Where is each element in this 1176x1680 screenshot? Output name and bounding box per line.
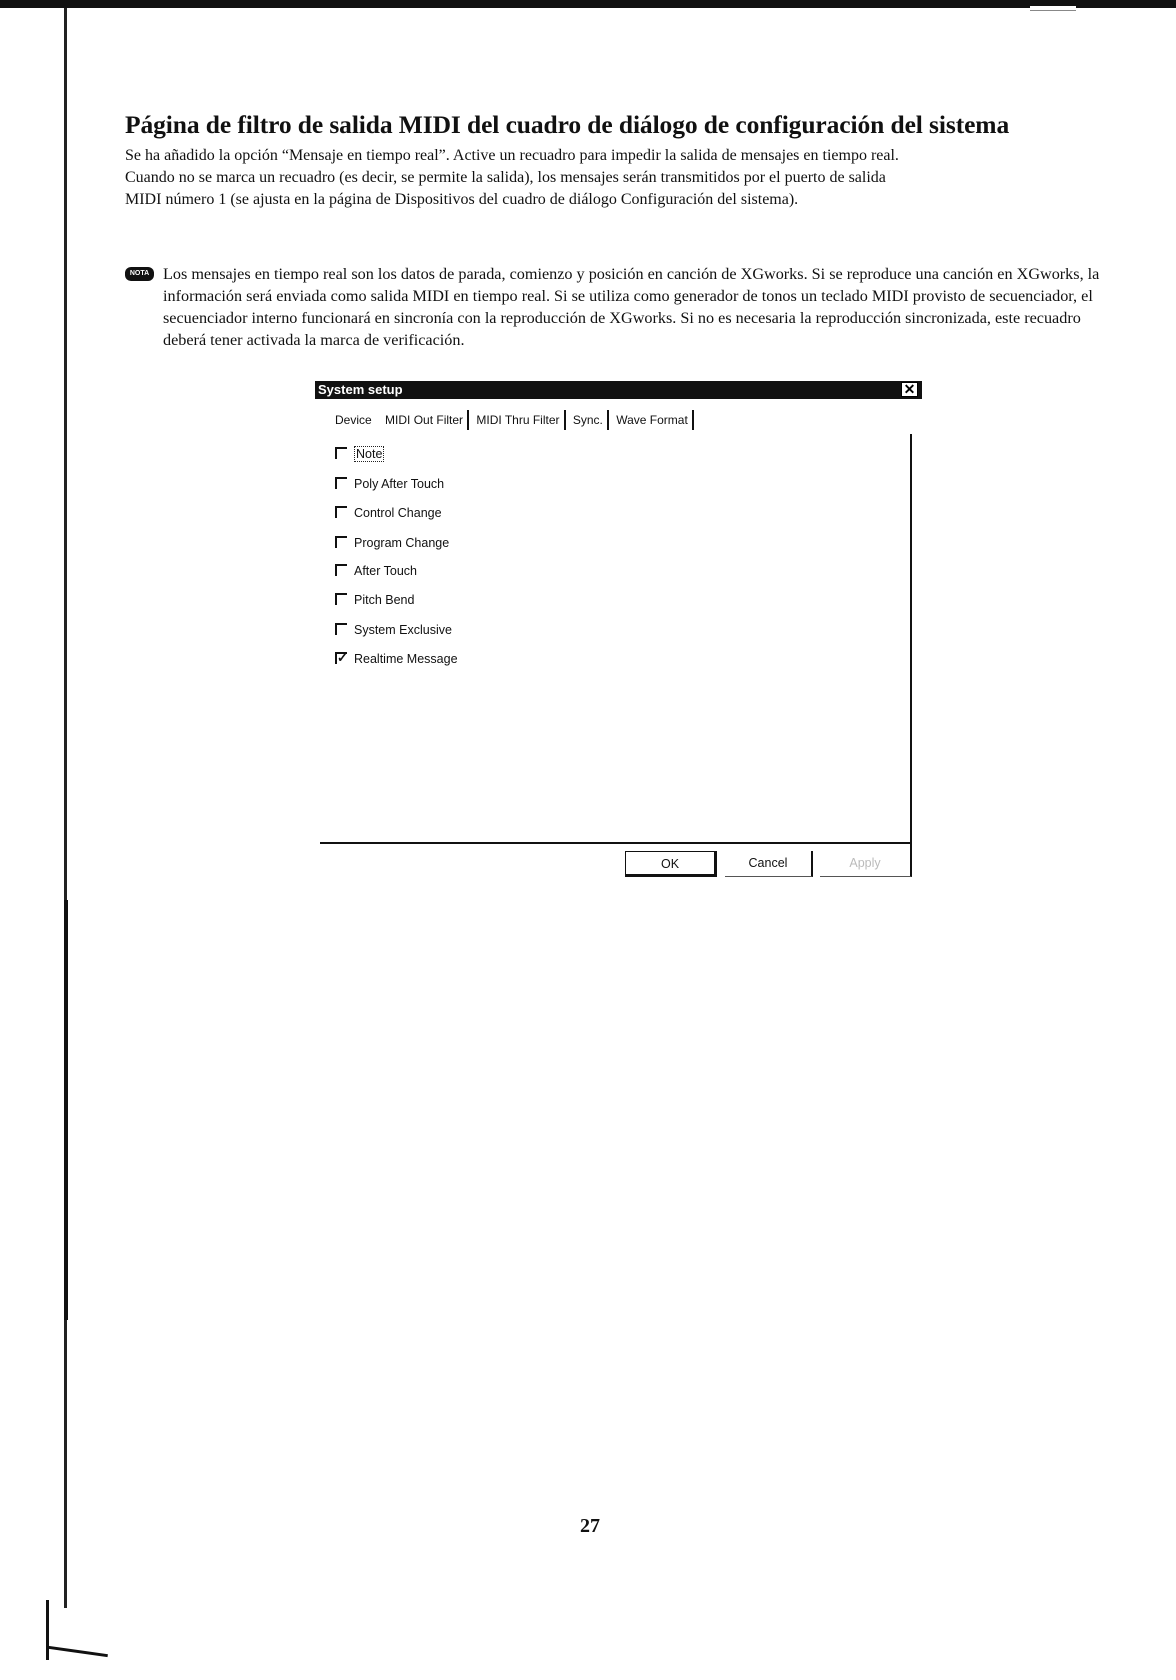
intro-line-3: MIDI número 1 (se ajusta en la página de Dispositivos del cuadro de diálogo Configuración del sistema).: [125, 191, 799, 208]
tab-device[interactable]: Device: [335, 413, 372, 427]
tab-strip: [331, 411, 694, 431]
intro-paragraph: [125, 145, 1115, 211]
bottom-corner-hook: [48, 1646, 108, 1657]
tab-sync[interactable]: Sync.: [569, 411, 609, 429]
option-after-touch[interactable]: [335, 561, 417, 581]
tab-midi-thru-filter[interactable]: MIDI Thru Filter: [472, 411, 565, 429]
option-note[interactable]: [335, 444, 384, 464]
left-margin-line-thick: [64, 900, 68, 1320]
option-label: Program Change: [354, 536, 450, 550]
system-setup-dialog: [315, 381, 924, 881]
checkbox-icon[interactable]: [335, 477, 347, 489]
checkbox-icon[interactable]: [335, 447, 347, 459]
option-label: Pitch Bend: [354, 593, 415, 607]
checkbox-icon[interactable]: [335, 593, 347, 605]
option-label: Control Change: [354, 506, 442, 520]
intro-line-1: Se ha añadido la opción “Mensaje en tiempo real”. Active un recuadro para impedir la salida de mensajes en tiempo real.: [125, 147, 899, 164]
apply-button[interactable]: Apply: [820, 851, 912, 877]
note-badge-icon: NOTA: [125, 267, 154, 281]
top-border: [0, 0, 1176, 8]
panel-border-right: [910, 434, 912, 854]
checkbox-icon[interactable]: [335, 623, 347, 635]
panel-border-bottom: [320, 842, 912, 844]
left-margin-line: [64, 8, 67, 1608]
page-number: 27: [580, 1515, 600, 1537]
cancel-button[interactable]: Cancel: [725, 851, 813, 877]
ok-button[interactable]: OK: [625, 851, 717, 877]
checkbox-checked-icon[interactable]: [335, 652, 347, 664]
bottom-corner-line: [46, 1600, 49, 1660]
option-program-change[interactable]: [335, 533, 449, 553]
option-control-change[interactable]: [335, 503, 442, 523]
option-label: After Touch: [354, 564, 418, 578]
top-notch: [1030, 6, 1076, 11]
dialog-titlebar: [315, 381, 922, 399]
option-system-exclusive[interactable]: [335, 620, 452, 640]
option-poly-after-touch[interactable]: [335, 474, 444, 494]
tab-midi-out-filter[interactable]: MIDI Out Filter: [381, 411, 469, 429]
option-label: System Exclusive: [354, 623, 452, 637]
note-text: Los mensajes en tiempo real son los datos de parada, comienzo y posición en canción de XGworks. Si se reproduce una canción en XGworks, la información será enviada como salida MIDI en tiempo real. Si se utiliza como generador de tonos un teclado MIDI provisto de secuenciador, el secuenciador interno funcionará en sincronía con la reproducción de XGworks. Si no es necesaria la reproducción sincronizada, este recuadro deberá tener activada la marca de verificación.: [163, 265, 1100, 349]
tab-wave-format[interactable]: Wave Format: [612, 411, 694, 429]
checkbox-icon[interactable]: [335, 506, 347, 518]
checkbox-icon[interactable]: [335, 536, 347, 548]
note-block: [125, 263, 1115, 351]
option-label: Poly After Touch: [354, 477, 445, 491]
intro-line-2: Cuando no se marca un recuadro (es decir, se permite la salida), los mensajes serán transmitidos por el puerto de salida: [125, 169, 886, 186]
dialog-title: System setup: [318, 382, 403, 397]
option-label: Note: [356, 447, 383, 461]
option-realtime-message[interactable]: [335, 649, 458, 669]
option-label: Realtime Message: [354, 652, 458, 666]
option-pitch-bend[interactable]: [335, 590, 414, 610]
checkbox-icon[interactable]: [335, 564, 347, 576]
close-icon[interactable]: ✕: [901, 382, 918, 397]
section-heading: Página de filtro de salida MIDI del cuadro de diálogo de configuración del sistema: [125, 110, 1010, 139]
